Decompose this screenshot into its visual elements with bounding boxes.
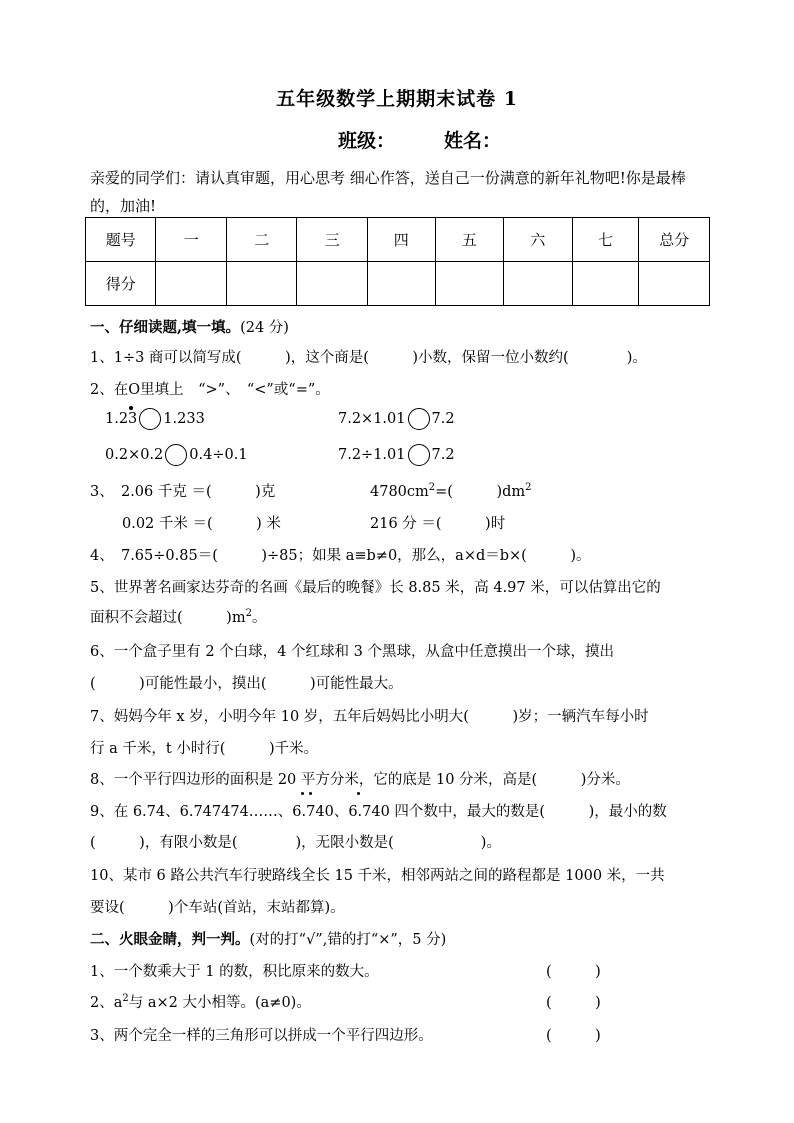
score-cell[interactable] — [435, 262, 504, 306]
score-header-cell: 一 — [156, 218, 226, 262]
judge-answer-blank[interactable]: ( ) — [546, 964, 601, 980]
score-cell[interactable] — [504, 262, 573, 306]
q5-sup: 2 — [245, 608, 252, 620]
section2-note: (对的打“√”,错的打“×”，5 分) — [249, 932, 447, 948]
q3b-sup2: 2 — [525, 482, 532, 494]
judge-item-3: 3、两个完全一样的三角形可以拼成一个平行四边形。 — [90, 1028, 433, 1044]
compare-circle[interactable] — [139, 408, 161, 430]
question-3c: 0.02 千米 ＝( ) 米 — [122, 516, 281, 532]
judge-item-1: 1、一个数乘大于 1 的数，积比原来的数大。 — [90, 964, 379, 980]
q3b-mid: =( )dm — [435, 484, 526, 500]
compare-item-c — [105, 444, 248, 466]
question-9-line1: 9、在 6.74、6.747474……、6.740、6.740 四个数中，最大的数是( )，最小的数 — [90, 804, 667, 820]
question-6-line1: 6、一个盒子里有 2 个白球，4 个红球和 3 个黑球，从盒中任意摸出一个球，摸出 — [90, 644, 614, 660]
score-cell[interactable] — [572, 262, 639, 306]
score-header-cell: 五 — [435, 218, 504, 262]
score-cell[interactable] — [367, 262, 435, 306]
q3b-pre: 4780cm — [370, 484, 429, 500]
section1-points: (24 分) — [240, 320, 289, 336]
question-4: 4、 7.65÷0.85＝( )÷85；如果 a≡b≠0，那么，a×d＝b×( )。 — [90, 548, 591, 564]
compare-circle[interactable] — [408, 444, 430, 466]
judge-answer-blank[interactable]: ( ) — [546, 995, 601, 1011]
score-cell[interactable] — [226, 262, 296, 306]
repeating-dot — [301, 792, 304, 795]
compare-d-left: 7.2÷1.01 — [338, 447, 406, 463]
compare-a-left: 1.23 — [105, 411, 138, 427]
intro-text: 亲爱的同学们：请认真审题，用心思考 细心作答，送自己一份满意的新年礼物吧!你是最棒的，加油! — [90, 169, 686, 215]
score-row-label: 得分 — [86, 262, 156, 306]
question-3b — [370, 480, 532, 501]
section2-title: 二、火眼金睛，判一判。 — [90, 931, 250, 948]
repeating-dot — [357, 792, 360, 795]
compare-circle[interactable] — [165, 444, 187, 466]
question-10-line2: 要设( )个车站(首站，末站都算)。 — [90, 900, 345, 916]
question-7-line2: 行 a 千米，t 小时行( )千米。 — [90, 741, 319, 757]
question-1: 1、1÷3 商可以简写成( )，这个商是( )小数，保留一位小数约( )。 — [90, 350, 647, 366]
score-header-cell: 七 — [572, 218, 639, 262]
score-header-cell: 四 — [367, 218, 435, 262]
question-8: 8、一个平行四边形的面积是 20 平方分米，它的底是 10 分米，高是( )分米。 — [90, 772, 630, 788]
question-3a: 3、 2.06 千克 ＝( )克 — [90, 484, 276, 500]
score-table — [85, 217, 710, 306]
judge-item-2 — [90, 991, 311, 1012]
judge2-sup: 2 — [122, 993, 129, 1005]
compare-item-a — [105, 408, 205, 430]
compare-b-right: 7.2 — [431, 411, 455, 427]
score-header-cell: 总分 — [639, 218, 710, 262]
compare-circle[interactable] — [408, 408, 430, 430]
compare-c-right: 0.4÷0.1 — [189, 447, 248, 463]
class-label: 班级： — [338, 130, 396, 152]
compare-a-right: 1.233 — [163, 411, 205, 427]
repeating-dot — [129, 406, 133, 410]
score-header-cell: 题号 — [86, 218, 156, 262]
question-7-line1: 7、妈妈今年 x 岁，小明今年 10 岁，五年后妈妈比小明大( )岁；一辆汽车每小时 — [90, 709, 649, 725]
name-label: 姓名： — [444, 130, 502, 152]
score-header-cell: 六 — [504, 218, 573, 262]
judge2-pre: 2、a — [90, 995, 123, 1011]
score-cell[interactable] — [639, 262, 710, 306]
question-3d: 216 分 ＝( )时 — [370, 516, 506, 532]
compare-c-left: 0.2×0.2 — [105, 447, 164, 463]
compare-b-left: 7.2×1.01 — [338, 411, 406, 427]
q3b-sup: 2 — [428, 482, 436, 494]
score-header-cell: 二 — [226, 218, 296, 262]
score-header-cell: 三 — [297, 218, 367, 262]
compare-item-d — [338, 444, 455, 466]
question-5-line2 — [90, 606, 266, 627]
section1-title: 一、仔细读题,填一填。 — [90, 319, 241, 336]
page-title: 五年级数学上期期末试卷 1 — [276, 88, 518, 110]
section2-heading — [90, 928, 446, 949]
score-table-score-row — [86, 262, 710, 306]
repeating-dot — [309, 792, 312, 795]
question-2: 2、在O里填上 “>”、 “<”或“=”。 — [90, 382, 330, 398]
question-9-line2: ( )，有限小数是( )，无限小数是( )。 — [90, 835, 501, 851]
section1-heading — [90, 316, 289, 337]
q5-pre: 面积不会超过( )m — [90, 610, 246, 626]
compare-item-b — [338, 408, 455, 430]
question-10-line1: 10、某市 6 路公共汽车行驶路线全长 15 千米，相邻两站之间的路程都是 1000 米，一共 — [90, 868, 665, 884]
judge2-post: 与 a×2 大小相等。(a≠0)。 — [128, 995, 311, 1011]
score-cell[interactable] — [156, 262, 226, 306]
score-cell[interactable] — [297, 262, 367, 306]
compare-d-right: 7.2 — [431, 447, 455, 463]
q5-post: 。 — [251, 610, 267, 626]
question-5-line1: 5、世界著名画家达芬奇的名画《最后的晚餐》长 8.85 米，高 4.97 米，可以估算出它的 — [90, 580, 661, 596]
question-6-line2: ( )可能性最小，摸出( )可能性最大。 — [90, 676, 403, 692]
judge-answer-blank[interactable]: ( ) — [546, 1028, 601, 1044]
score-table-header-row — [86, 218, 710, 262]
